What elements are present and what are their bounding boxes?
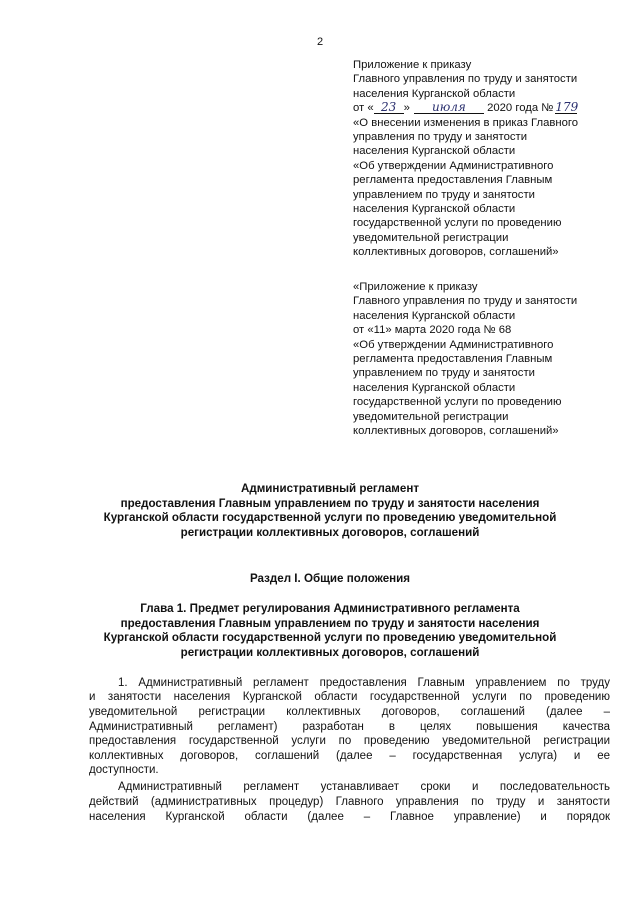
appendix-line: Главного управления по труду и занятости	[353, 73, 578, 86]
paragraph-line: доступности.	[89, 764, 159, 776]
date-prefix: от «	[353, 102, 374, 115]
handwritten-order-number: 179	[555, 100, 579, 115]
appendix-line: «Приложение к приказу	[353, 281, 478, 293]
section-title: Раздел I. Общие положения	[249, 572, 411, 585]
appendix-header	[353, 58, 623, 259]
appendix-date-line	[353, 101, 623, 115]
title-line: регистрации коллективных договоров, соглашений	[180, 525, 480, 539]
appendix-line: населения Курганской области	[353, 309, 516, 322]
paragraph-line: и занятости населения Курганской области государственной услуги по проведению	[89, 691, 610, 703]
appendix-original-header	[353, 280, 623, 438]
appendix-line: государственной услуги по проведению	[353, 217, 562, 230]
appendix-line: населения Курганской области	[353, 202, 516, 215]
chapter-line: предоставления Главным управлением по труду и занятости населения	[120, 616, 540, 630]
paragraph-line: уведомительной регистрации коллективных договоров, соглашений (далее –	[89, 706, 610, 718]
paragraph-line: действий (административных процедур) Главного управления по труду и занятости	[89, 796, 610, 808]
appendix-line: коллективных договоров, соглашений»	[353, 246, 559, 259]
chapter-line: Глава 1. Предмет регулирования Административного регламента	[140, 602, 520, 615]
appendix-line: уведомительной регистрации	[353, 231, 509, 244]
appendix-line: от «11» марта 2020 года № 68	[353, 324, 512, 337]
appendix-line: регламента предоставления Главным	[353, 352, 553, 365]
appendix-line: населения Курганской области	[353, 381, 516, 394]
chapter-line: Курганской области государственной услуги по проведению уведомительной	[103, 631, 557, 645]
handwritten-day: 23	[374, 101, 404, 114]
title-line: Курганской области государственной услуги по проведению уведомительной	[103, 511, 557, 525]
chapter-heading	[60, 602, 600, 660]
appendix-line: «Об утверждении Административного	[353, 159, 554, 172]
handwritten-month: июля	[414, 101, 484, 114]
appendix-line: уведомительной регистрации	[353, 410, 509, 423]
appendix-line: Главного управления по труду и занятости	[353, 295, 578, 308]
paragraph-line: предоставления государственной услуги по проведению уведомительной регистрации	[89, 735, 610, 747]
paragraph-line: 1. Административный регламент предоставления Главным управлением по труду	[118, 677, 610, 689]
appendix-line: управлением по труду и занятости	[353, 188, 535, 201]
appendix-line: управления по труду и занятости	[353, 130, 528, 143]
appendix-line: регламента предоставления Главным	[353, 174, 553, 187]
paragraph-line: коллективных договоров, соглашений (далее – государственная услуга) и ее	[89, 750, 610, 762]
appendix-line: населения Курганской области	[353, 87, 516, 100]
chapter-line: регистрации коллективных договоров, соглашений	[180, 645, 480, 659]
appendix-line: населения Курганской области	[353, 145, 516, 158]
date-mid: »	[403, 102, 410, 115]
title-line: Административный регламент	[241, 482, 419, 495]
paragraph-line: населения Курганской области (далее – Главное управление) и порядок	[89, 811, 610, 823]
appendix-line: коллективных договоров, соглашений»	[353, 424, 559, 437]
section-heading	[60, 572, 600, 587]
paragraph-line: Административный регламент устанавливает сроки и последовательность	[118, 781, 610, 793]
appendix-line: государственной услуги по проведению	[353, 396, 562, 409]
appendix-line: Приложение к приказу	[353, 59, 472, 71]
appendix-line: «О внесении изменения в приказ Главного	[353, 116, 579, 129]
appendix-line: «Об утверждении Административного	[353, 338, 554, 351]
document-title	[60, 482, 600, 540]
title-line: предоставления Главным управлением по труду и занятости населения	[120, 496, 540, 510]
appendix-line: управлением по труду и занятости	[353, 367, 535, 380]
paragraph-line: Административный регламент) разработан в целях повышения качества	[89, 721, 610, 733]
page-number: 2	[316, 36, 324, 48]
date-year-text: 2020 года №	[487, 102, 554, 115]
